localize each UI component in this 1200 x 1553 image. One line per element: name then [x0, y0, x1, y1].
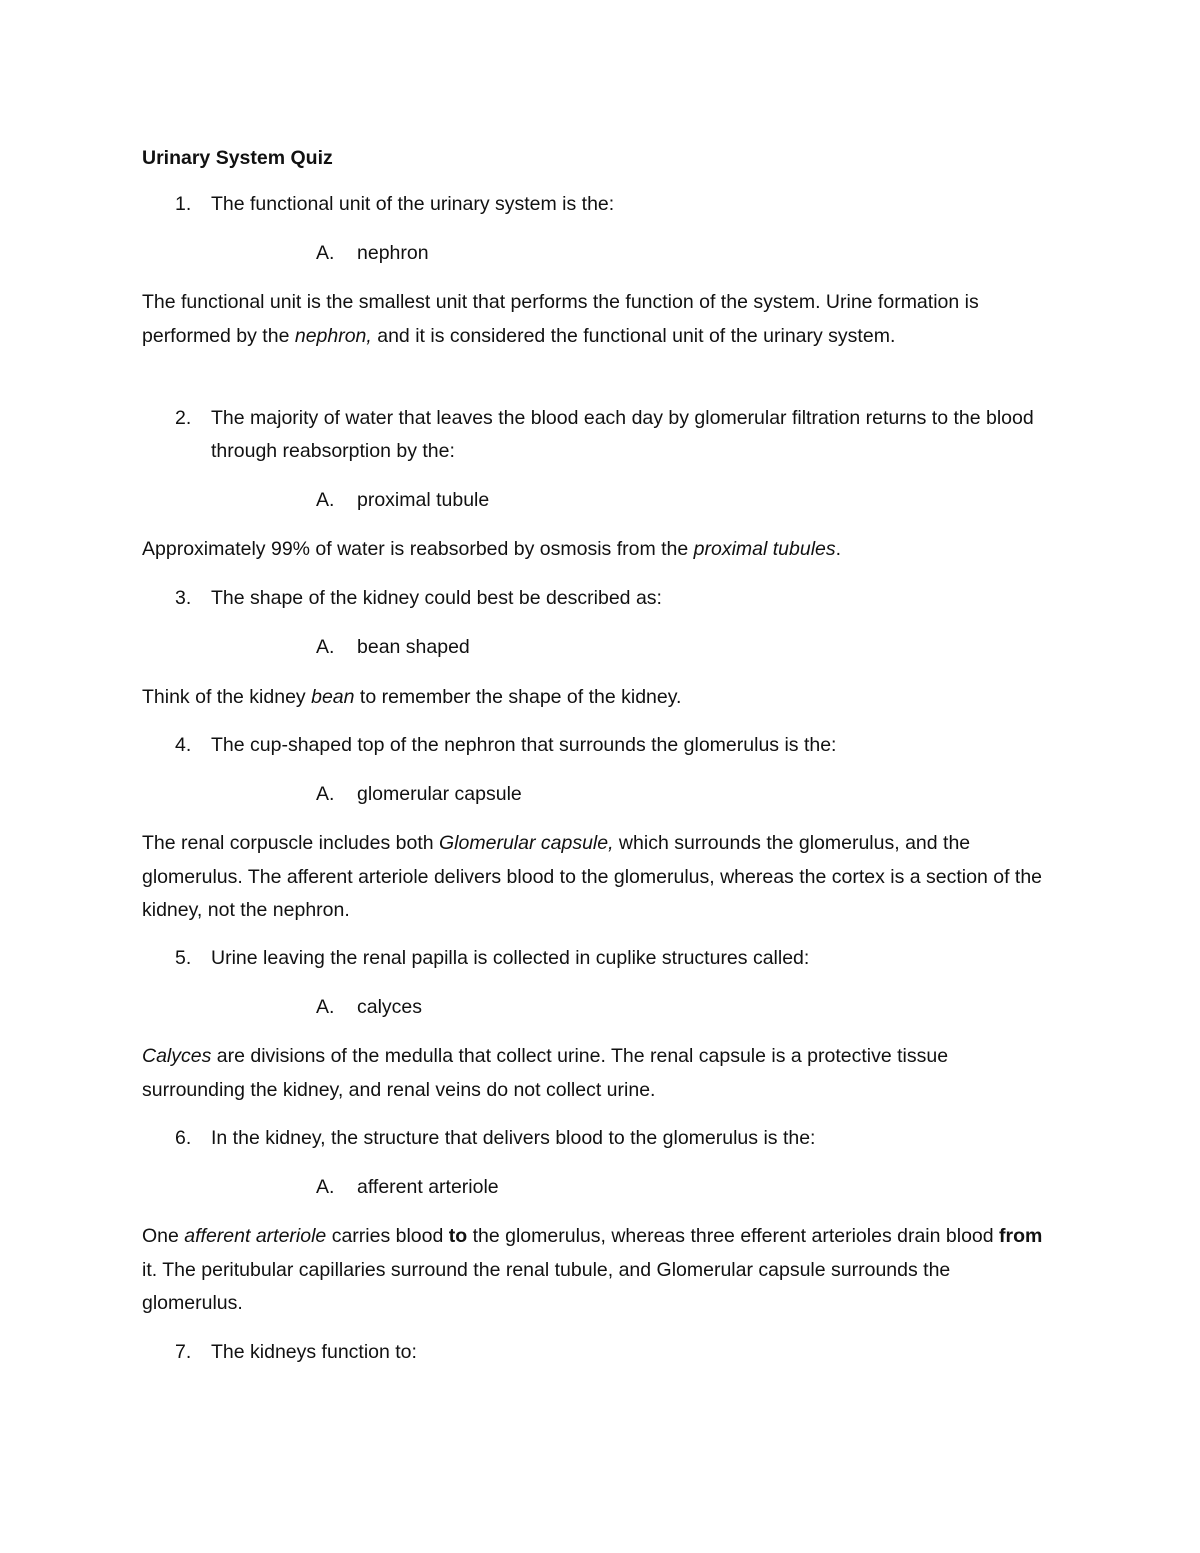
- question-3: [175, 582, 1075, 615]
- answer-text: proximal tubule: [357, 489, 490, 511]
- question-1: [175, 188, 1075, 221]
- question-number: 6.: [175, 1127, 192, 1149]
- question-4: [175, 729, 1075, 762]
- question-text: The cup-shaped top of the nephron that surrounds the glomerulus is the:: [211, 734, 837, 756]
- answer-text: afferent arteriole: [357, 1176, 499, 1198]
- answer-4: [316, 778, 522, 811]
- explanation-text: and it is considered the functional unit of the urinary system.: [371, 324, 896, 347]
- question-number: 5.: [175, 947, 192, 969]
- explanation-text: The renal corpuscle includes both: [142, 832, 440, 854]
- question-text: The kidneys function to:: [211, 1341, 417, 1363]
- document-title: Urinary System Quiz: [142, 147, 333, 169]
- explanation-text: The functional unit is the smallest unit that performs the function of the system. Urine formation is performed by the: [142, 291, 979, 347]
- answer-2: [316, 484, 489, 517]
- explanation-text: .: [835, 538, 842, 560]
- question-5: [175, 942, 1075, 975]
- question-text: In the kidney, the structure that delivers blood to the glomerulus is the:: [211, 1127, 816, 1149]
- question-number: 7.: [175, 1341, 192, 1363]
- answer-letter: A.: [316, 489, 335, 511]
- answer-3: [316, 631, 470, 664]
- explanation-text: One: [142, 1225, 185, 1247]
- answer-letter: A.: [316, 636, 335, 658]
- answer-letter: A.: [316, 783, 335, 805]
- question-number: 1.: [175, 193, 192, 215]
- answer-letter: A.: [316, 996, 335, 1018]
- question-text: Urine leaving the renal papilla is collected in cuplike structures called:: [211, 947, 810, 969]
- question-number: 4.: [175, 734, 192, 756]
- explanation-bold: from: [999, 1225, 1043, 1247]
- answer-6: [316, 1171, 499, 1204]
- question-text: The functional unit of the urinary system is the:: [211, 193, 615, 215]
- explanation-text: to remember the shape of the kidney.: [354, 686, 682, 708]
- explanation-emphasis: Glomerular capsule,: [439, 832, 614, 854]
- explanation-6: [142, 1220, 1052, 1321]
- explanation-text: the glomerulus, whereas three efferent arterioles drain blood: [467, 1225, 1000, 1247]
- question-text: The shape of the kidney could best be described as:: [211, 587, 662, 609]
- explanation-emphasis: afferent arteriole: [184, 1225, 327, 1247]
- question-text: The majority of water that leaves the blood each day by glomerular filtration returns to the blood through reabsorption by the:: [211, 407, 1034, 462]
- explanation-2: [142, 533, 1052, 567]
- explanation-bold: to: [448, 1225, 468, 1247]
- question-7: [175, 1336, 1075, 1369]
- answer-5: [316, 991, 422, 1024]
- explanation-3: [142, 681, 1052, 715]
- question-number: 3.: [175, 587, 192, 609]
- answer-letter: A.: [316, 1176, 335, 1198]
- explanation-text: carries blood: [326, 1225, 449, 1247]
- explanation-text: Approximately 99% of water is reabsorbed by osmosis from the: [142, 538, 694, 560]
- explanation-text: which surrounds the glomerulus, and the glomerulus. The afferent arteriole delivers blood to the glomerulus, whereas the cortex is a section of the kidney, not the nephron.: [142, 832, 1043, 921]
- answer-letter: A.: [316, 242, 335, 264]
- explanation-emphasis: proximal tubules: [693, 538, 836, 560]
- explanation-1: [142, 286, 1052, 353]
- answer-text: nephron: [357, 242, 429, 264]
- explanation-emphasis: Calyces: [142, 1045, 212, 1067]
- answer-text: bean shaped: [357, 636, 470, 658]
- explanation-text: it. The peritubular capillaries surround the renal tubule, and Glomerular capsule surrounds the glomerulus.: [142, 1258, 951, 1314]
- answer-text: calyces: [357, 996, 423, 1018]
- explanation-5: [142, 1040, 1052, 1107]
- answer-text: glomerular capsule: [357, 783, 522, 805]
- question-number: 2.: [175, 407, 192, 429]
- explanation-text: Think of the kidney: [142, 686, 312, 708]
- explanation-emphasis: bean: [311, 686, 355, 708]
- explanation-text: are divisions of the medulla that collect urine. The renal capsule is a protective tissue surrounding the kidney, and renal veins do not collect urine.: [142, 1045, 949, 1101]
- answer-1: [316, 237, 429, 270]
- explanation-emphasis: nephron,: [294, 324, 372, 347]
- question-2: [175, 402, 1075, 468]
- explanation-4: [142, 827, 1052, 928]
- question-6: [175, 1122, 1075, 1155]
